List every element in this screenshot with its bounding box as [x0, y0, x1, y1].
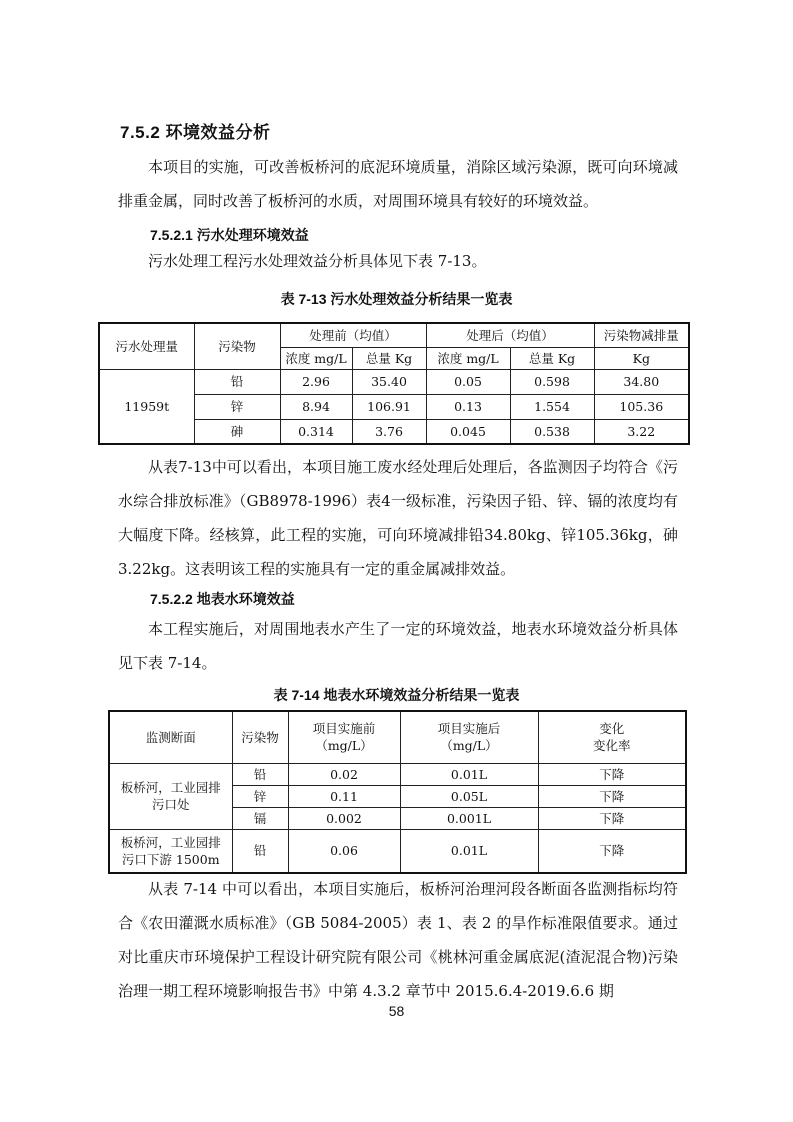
header-before-line2: （mg/L） — [315, 738, 373, 754]
section-7-5-2-1-intro — [118, 244, 678, 278]
cell-before-total: 3.76 — [352, 419, 426, 444]
section-title-7-5-2: 7.5.2 环境效益分析 — [120, 123, 271, 142]
table-7-13-analysis — [118, 450, 678, 586]
header-section: 监测断面 — [109, 711, 232, 763]
analysis-text: 从表7-13中可以看出，本项目施工废水经处理后处理后，各监测因子均符合《污水综合排放标准》（GB8978-1996）表4一级标准，污染因子铅、锌、镉的浓度均有大幅度下降。经核算，此工程的实施，可向环境减排铅34.80kg、锌105.36kg，砷3.22kg。这表明该工程的实施具有一定的重金属减排效益。 — [118, 458, 678, 578]
paragraph-text: 本项目的实施，可改善板桥河的底泥环境质量，消除区域污染源，既可向环境减排重金属，同时改善了板桥河的水质，对周围环境具有较好的环境效益。 — [118, 158, 678, 210]
table-row — [109, 763, 686, 785]
cell-pollutant: 铅 — [232, 763, 288, 785]
cell-section-line2: 污口下游 1500m — [121, 851, 220, 867]
subheader-after-total: 总量 Kg — [510, 347, 594, 369]
header-before-line1: 项目实施前 — [312, 721, 376, 737]
header-pollutant: 污染物 — [232, 711, 288, 763]
cell-after-total: 1.554 — [510, 394, 594, 419]
cell-after-conc: 0.045 — [426, 419, 510, 444]
cell-after-conc: 0.05 — [426, 369, 510, 394]
cell-section-line1: 板桥河，工业园排 — [120, 780, 221, 795]
table-7-14-caption: 表 7-14 地表水环境效益分析结果一览表 — [273, 687, 520, 703]
cell-before-conc: 2.96 — [280, 369, 352, 394]
cell-reduction: 34.80 — [594, 369, 689, 394]
cell-before: 0.11 — [288, 785, 400, 807]
cell-after-total: 0.598 — [510, 369, 594, 394]
cell-change: 下降 — [538, 785, 686, 807]
section-7-5-2-2-intro — [118, 612, 678, 680]
cell-before-conc: 8.94 — [280, 394, 352, 419]
table-7-13-caption: 表 7-13 污水处理效益分析结果一览表 — [280, 291, 513, 307]
cell-after: 0.05L — [400, 785, 538, 807]
cell-before: 0.06 — [288, 829, 400, 873]
subheader-after-conc: 浓度 mg/L — [426, 347, 510, 369]
table-7-14 — [108, 710, 687, 874]
table-header-row — [99, 323, 689, 347]
header-before — [288, 711, 400, 763]
cell-change: 下降 — [538, 829, 686, 873]
cell-volume: 11959t — [99, 369, 194, 444]
table-row — [109, 829, 686, 873]
cell-section-line2: 污口处 — [151, 797, 190, 812]
table-7-13 — [98, 322, 690, 445]
subheader-before-total: 总量 Kg — [352, 347, 426, 369]
header-reduction: 污染物减排量 — [594, 323, 689, 347]
cell-before-total: 106.91 — [352, 394, 426, 419]
cell-after: 0.01L — [400, 829, 538, 873]
cell-pollutant: 锌 — [194, 394, 280, 419]
section-title-7-5-2-1: 7.5.2.1 污水处理环境效益 — [150, 227, 309, 243]
analysis-text: 从表 7-14 中可以看出，本项目实施后，板桥河治理河段各断面各监测指标均符合《农田灌溉水质标准》（GB 5084-2005）表 1、表 2 的旱作标准限值要求。通过对比重庆市环境保护工程设计研究院有限公司《桃林河重金属底泥(渣泥混合物)污染治理一期工程环境影响报告书》中第 4.3.2 章节中 2015.6.4-2019.6.6 期 — [118, 880, 678, 1000]
cell-pollutant: 铅 — [194, 369, 280, 394]
header-pollutant: 污染物 — [194, 323, 280, 369]
table-7-14-analysis — [118, 872, 678, 1008]
header-change — [538, 711, 686, 763]
table-row — [99, 369, 689, 394]
header-after — [400, 711, 538, 763]
header-after: 处理后（均值） — [426, 323, 594, 347]
subheader-reduction-unit: Kg — [594, 347, 689, 369]
cell-reduction: 105.36 — [594, 394, 689, 419]
cell-change: 下降 — [538, 763, 686, 785]
header-volume: 污水处理量 — [99, 323, 194, 369]
cell-before-total: 35.40 — [352, 369, 426, 394]
header-after-line1: 项目实施后 — [437, 721, 501, 737]
header-change-line2: 变化率 — [592, 738, 631, 754]
cell-section — [109, 829, 232, 873]
cell-after-total: 0.538 — [510, 419, 594, 444]
intro-text: 污水处理工程污水处理效益分析具体见下表 7-13。 — [148, 252, 487, 270]
cell-before-conc: 0.314 — [280, 419, 352, 444]
cell-pollutant: 砷 — [194, 419, 280, 444]
header-before: 处理前（均值） — [280, 323, 426, 347]
cell-reduction: 3.22 — [594, 419, 689, 444]
page-number: 58 — [388, 1003, 405, 1019]
cell-section-line1: 板桥河，工业园排 — [120, 834, 221, 850]
cell-after: 0.01L — [400, 763, 538, 785]
cell-before: 0.002 — [288, 807, 400, 829]
cell-change: 下降 — [538, 807, 686, 829]
cell-section — [109, 763, 232, 829]
cell-after-conc: 0.13 — [426, 394, 510, 419]
intro-text: 本工程实施后，对周围地表水产生了一定的环境效益，地表水环境效益分析具体见下表 7-14。 — [118, 620, 678, 672]
cell-after: 0.001L — [400, 807, 538, 829]
header-change-line1: 变化 — [599, 721, 625, 737]
table-header-row — [109, 711, 686, 763]
cell-before: 0.02 — [288, 763, 400, 785]
cell-pollutant: 铅 — [232, 829, 288, 873]
section-7-5-2-paragraph — [118, 150, 678, 218]
section-title-7-5-2-2: 7.5.2.2 地表水环境效益 — [150, 591, 295, 607]
cell-pollutant: 锌 — [232, 785, 288, 807]
header-after-line2: （mg/L） — [440, 738, 498, 754]
subheader-before-conc: 浓度 mg/L — [280, 347, 352, 369]
cell-pollutant: 镉 — [232, 807, 288, 829]
